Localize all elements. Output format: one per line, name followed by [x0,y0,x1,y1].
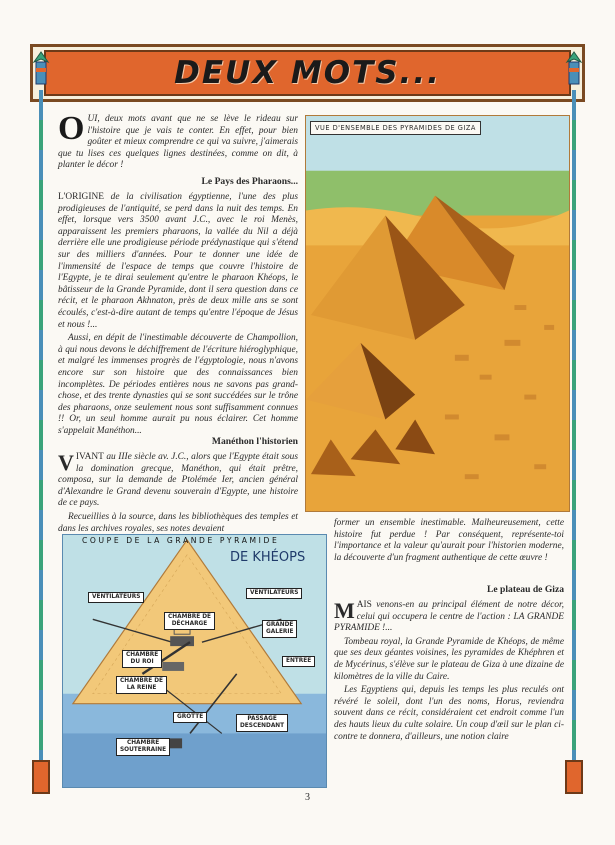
s2-lead: IVANT [75,452,104,462]
s2-paragraph-1: au IIIe siècle av. J.C., alors que l'Egypte était sous la domination grecque, Manéthon, qui était prêtre, composa, sur la demande de Ptolémée Ier, ancien général d'Alexandre le Grand devenu souverain d'Egypte, une histoire de ce pays. [58,452,298,509]
giza-pyramids-illustration [305,115,570,512]
intro-dropcap: O [58,110,85,147]
s2-paragraph-3: former un ensemble inestimable. Malheureusement, cette histoire fut perdue ! Par conséquent, représente-toi l'importance et la valeur qu'aurait pour l'historien moderne, la découverte d'un fragment authentique de cette œuvre ! [334,518,564,563]
heading-plateau-de-giza: Le plateau de Giza [486,584,564,595]
page-number: 3 [305,792,310,803]
s3-lead: AIS [356,600,372,610]
right-column-base [565,760,583,794]
section-plateau-de-giza [334,600,564,745]
lotus-ornament-left-icon [30,48,52,88]
page-title: DEUX MOTS... [174,55,441,91]
label-grotte: GROTTE [173,712,207,723]
label-chambre-du-roi: CHAMBRE DU ROI [122,650,162,668]
section-pays-des-pharaons [58,192,298,439]
illustration-caption: VUE D'ENSEMBLE DES PYRAMIDES DE GIZA [310,121,481,135]
title-banner [30,44,585,102]
left-column-base [32,760,50,794]
s2-dropcap: V [58,450,74,475]
s3-dropcap: M [334,598,355,623]
label-grande-galerie: GRANDE GALERIE [262,620,297,638]
label-passage-descendant: PASSAGE DESCENDANT [236,714,288,732]
label-ventilateurs-left: VENTILATEURS [88,592,144,603]
right-column-border [572,90,576,790]
label-entree: ENTRÉE [282,656,315,667]
label-ventilateurs-right: VENTILATEURS [246,588,302,599]
banner-panel [44,50,571,96]
s3-paragraph-3: Les Egyptiens qui, depuis les temps les plus reculés ont révéré le soleil, dont l'un des noms, Horus, reviendra souvent dans ce récit, considéraient cet endroit comme l'un des hauts lieux du culte solaire. Un coup d'œil sur le plan ci-contre te donnera, d'ailleurs, une notion claire [334,685,564,742]
label-chambre-decharge: CHAMBRE DE DÉCHARGE [164,612,215,630]
s3-paragraph-2: Tombeau royal, la Grande Pyramide de Khéops, de même que ses deux géantes voisines, les pyramides de Khéphren et de Mycérinus, s'élève sur le plateau de Giza à une dizaine de kilomètres de la ville du Caire. [334,636,564,682]
s2-paragraph-2: Recueillies à la source, dans les bibliothèques des temples et dans les archives royales, ses notes devaient [58,511,298,534]
intro-paragraph [58,110,298,174]
diagram-title: COUPE DE LA GRANDE PYRAMIDE [82,536,280,545]
left-column-border [39,90,43,790]
heading-manethon: Manéthon l'historien [211,436,298,447]
s1-paragraph-1: de la civilisation égyptienne, l'une des plus prodigieuses de l'antiquité, se perd dans la nuit des temps. En effet, lorsque vers 3500 avant J.C., avec le roi Menès, apparaissent les premiers pharaons, la vallée du Nil a déjà derrière elle une prodigieuse période prédynastique qui s'étend sur des milliers d'années. Pour te donner une idée de l'immensité de l'espace de temps que couvre l'histoire de l'Egypte, je te dirai seulement qu'entre le pharaon Khéops, le bâtisseur de la Grande Pyramide, dont il sera question dans ce récit, et le pharaon Akhnaton, près de deux mille ans se sont écoulés, c'est-à-dire autant de temps qu'entre l'époque de Jésus et nous !... [58,192,298,330]
s1-paragraph-2: Aussi, en dépit de l'inestimable découverte de Champollion, à qui nous devons le déchiffrement de l'écriture hiéroglyphique, et malgré les immenses progrès de l'égyptologie, nous n'avons encore sur son histoire que des connaissances bien incomplètes. De périodes entières nous ne savons pas grand-chose, et des trente dynasties qui se sont succédées sur le trône des pharaons, onze seulement nous sont suffisamment connues !! Or, un seul homme aurait pu nous éclairer. Cet homme s'appelait Manéthon... [58,333,298,436]
section-manethon [58,452,298,537]
intro-text: UI, deux mots avant que ne se lève le rideau sur l'histoire que je vais te conter. En effet, pour bien goûter et mieux comprendre ce qui va suivre, j'aimerais que tu lises ces quelques lignes destinées, comme on dit, à planter le décor ! [58,114,298,171]
label-chambre-souterraine: CHAMBRE SOUTERRAINE [116,738,170,756]
s1-lead: L'ORIGINE [58,192,104,202]
lotus-ornament-right-icon [563,48,585,88]
heading-pays-des-pharaons: Le Pays des Pharaons... [201,176,298,187]
label-chambre-reine: CHAMBRE DE LA REINE [116,676,167,694]
s3-paragraph-1: venons-en au principal élément de notre décor, celui qui occupera le centre de l'action : LA GRANDE PYRAMIDE !... [334,600,564,634]
diagram-subtitle: DE KHÉOPS [230,550,306,565]
section-manethon-continued [334,518,564,566]
